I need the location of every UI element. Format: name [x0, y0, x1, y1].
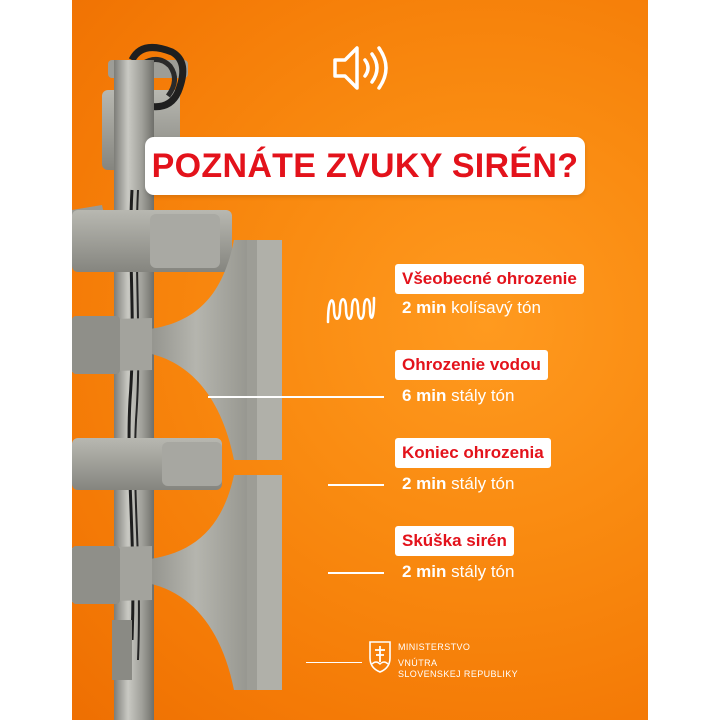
siren-desc-siren-test [402, 562, 514, 582]
siren-desc-end-threat [402, 474, 514, 494]
siren-desc-general-threat [402, 298, 541, 318]
siren-label-text: Ohrozenie vodou [402, 355, 541, 374]
siren-label-text: Koniec ohrozenia [402, 443, 544, 462]
divider-line [328, 572, 384, 574]
poster [72, 0, 648, 720]
duration: 2 min [402, 298, 447, 317]
divider-line [208, 396, 384, 398]
ministry-line-2: VNÚTRA [398, 658, 438, 668]
siren-label-end-threat [395, 438, 551, 468]
ministry-line-1: MINISTERSTVO [398, 642, 471, 652]
speaker-icon [329, 42, 389, 94]
page-title: POZNÁTE ZVUKY SIRÉN? [151, 146, 579, 185]
divider-line [328, 484, 384, 486]
title-box [145, 137, 585, 195]
wave-icon [326, 292, 376, 326]
ministry-logo [368, 640, 608, 686]
siren-label-water-threat [395, 350, 548, 380]
footer-divider [306, 662, 362, 663]
duration: 2 min [402, 474, 447, 493]
siren-label-text: Skúška sirén [402, 531, 507, 550]
duration: 2 min [402, 562, 447, 581]
tone: stály tón [451, 386, 515, 405]
siren-desc-water-threat [402, 386, 514, 406]
tone: stály tón [451, 562, 515, 581]
siren-label-siren-test [395, 526, 514, 556]
tone: kolísavý tón [451, 298, 541, 317]
duration: 6 min [402, 386, 447, 405]
siren-illustration [72, 0, 648, 720]
siren-label-general-threat [395, 264, 584, 294]
siren-label-text: Všeobecné ohrozenie [402, 269, 577, 288]
slovak-emblem-icon [368, 640, 392, 674]
ministry-line-3: SLOVENSKEJ REPUBLIKY [398, 669, 519, 679]
tone: stály tón [451, 474, 515, 493]
